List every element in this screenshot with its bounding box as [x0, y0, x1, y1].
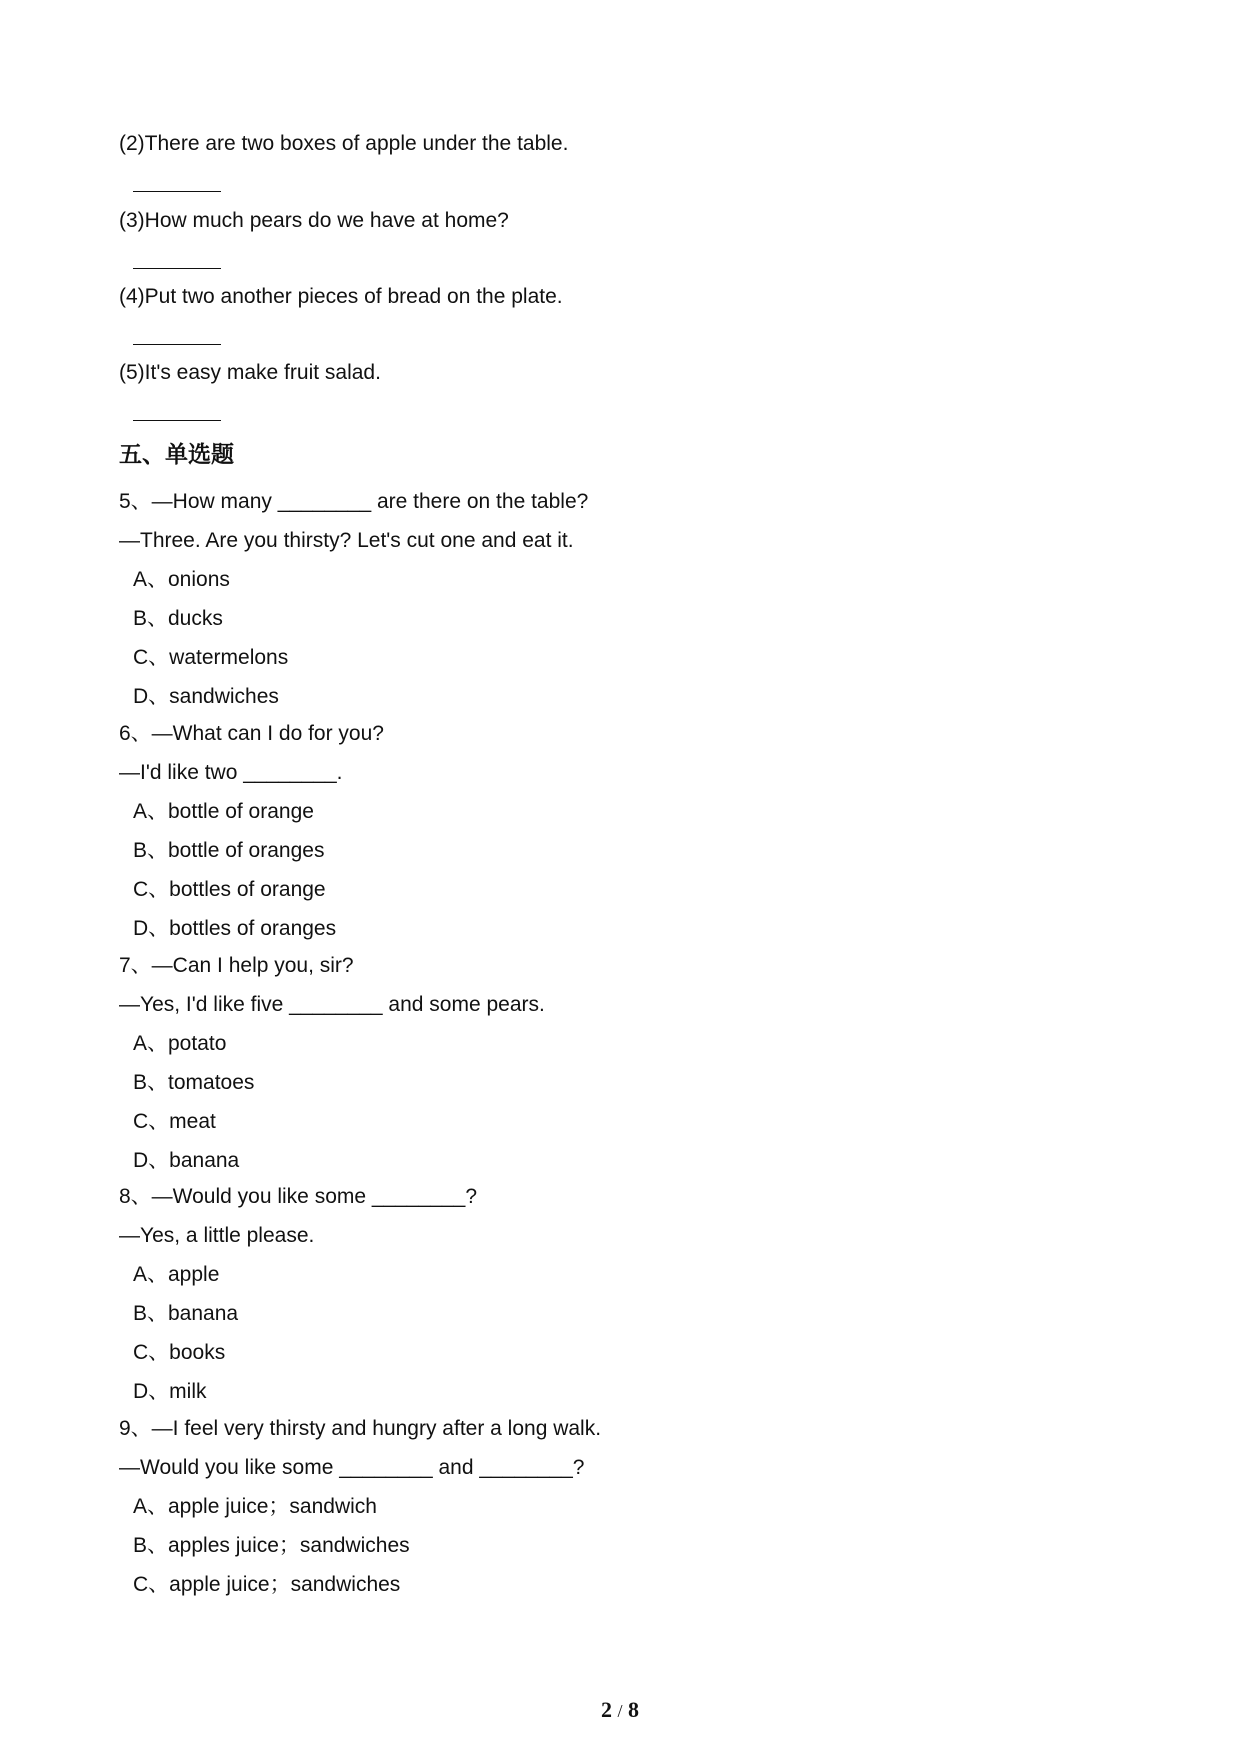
- option-a[interactable]: A、potato: [133, 1032, 227, 1055]
- answer-blank-5[interactable]: [133, 420, 221, 421]
- option-b[interactable]: B、tomatoes: [133, 1071, 255, 1094]
- question-stem: 5、—How many ________ are there on the table?: [119, 490, 589, 513]
- option-c[interactable]: C、books: [133, 1341, 226, 1364]
- question-stem: 8、—Would you like some ________?: [119, 1185, 477, 1208]
- question-reply: —Three. Are you thirsty? Let's cut one and eat it.: [119, 529, 574, 552]
- option-c[interactable]: C、apple juice；sandwiches: [133, 1573, 401, 1596]
- correction-item-2: (2)There are two boxes of apple under the table.: [119, 132, 569, 155]
- option-a[interactable]: A、apple juice；sandwich: [133, 1495, 377, 1518]
- option-b[interactable]: B、apples juice；sandwiches: [133, 1534, 410, 1557]
- option-b[interactable]: B、banana: [133, 1302, 239, 1325]
- page-current: 2: [600, 1697, 612, 1722]
- correction-item-5: (5)It's easy make fruit salad.: [119, 361, 381, 384]
- option-a[interactable]: A、bottle of orange: [133, 800, 314, 823]
- option-b[interactable]: B、ducks: [133, 607, 223, 630]
- option-d[interactable]: D、banana: [133, 1149, 240, 1172]
- question-stem: 7、—Can I help you, sir?: [119, 954, 354, 977]
- option-b[interactable]: B、bottle of oranges: [133, 839, 325, 862]
- question-stem: 6、—What can I do for you?: [119, 722, 384, 745]
- option-c[interactable]: C、watermelons: [133, 646, 289, 669]
- answer-blank-2[interactable]: [133, 191, 221, 192]
- question-reply: —I'd like two ________.: [119, 761, 343, 784]
- answer-blank-4[interactable]: [133, 344, 221, 345]
- option-a[interactable]: A、apple: [133, 1263, 220, 1286]
- page-separator: /: [617, 1701, 623, 1721]
- page-number: [0, 1696, 1240, 1725]
- option-a[interactable]: A、onions: [133, 568, 230, 591]
- section-title: 五、单选题: [119, 442, 234, 468]
- option-c[interactable]: C、bottles of orange: [133, 878, 326, 901]
- option-d[interactable]: D、milk: [133, 1380, 207, 1403]
- option-c[interactable]: C、meat: [133, 1110, 216, 1133]
- answer-blank-3[interactable]: [133, 268, 221, 269]
- option-d[interactable]: D、bottles of oranges: [133, 917, 337, 940]
- correction-item-4: (4)Put two another pieces of bread on the plate.: [119, 285, 563, 308]
- question-reply: —Yes, I'd like five ________ and some pears.: [119, 993, 545, 1016]
- option-d[interactable]: D、sandwiches: [133, 685, 279, 708]
- question-stem: 9、—I feel very thirsty and hungry after a long walk.: [119, 1417, 602, 1440]
- page-total: 8: [628, 1697, 639, 1722]
- correction-item-3: (3)How much pears do we have at home?: [119, 209, 509, 232]
- question-reply: —Would you like some ________ and ________?: [119, 1456, 585, 1479]
- question-reply: —Yes, a little please.: [119, 1224, 315, 1247]
